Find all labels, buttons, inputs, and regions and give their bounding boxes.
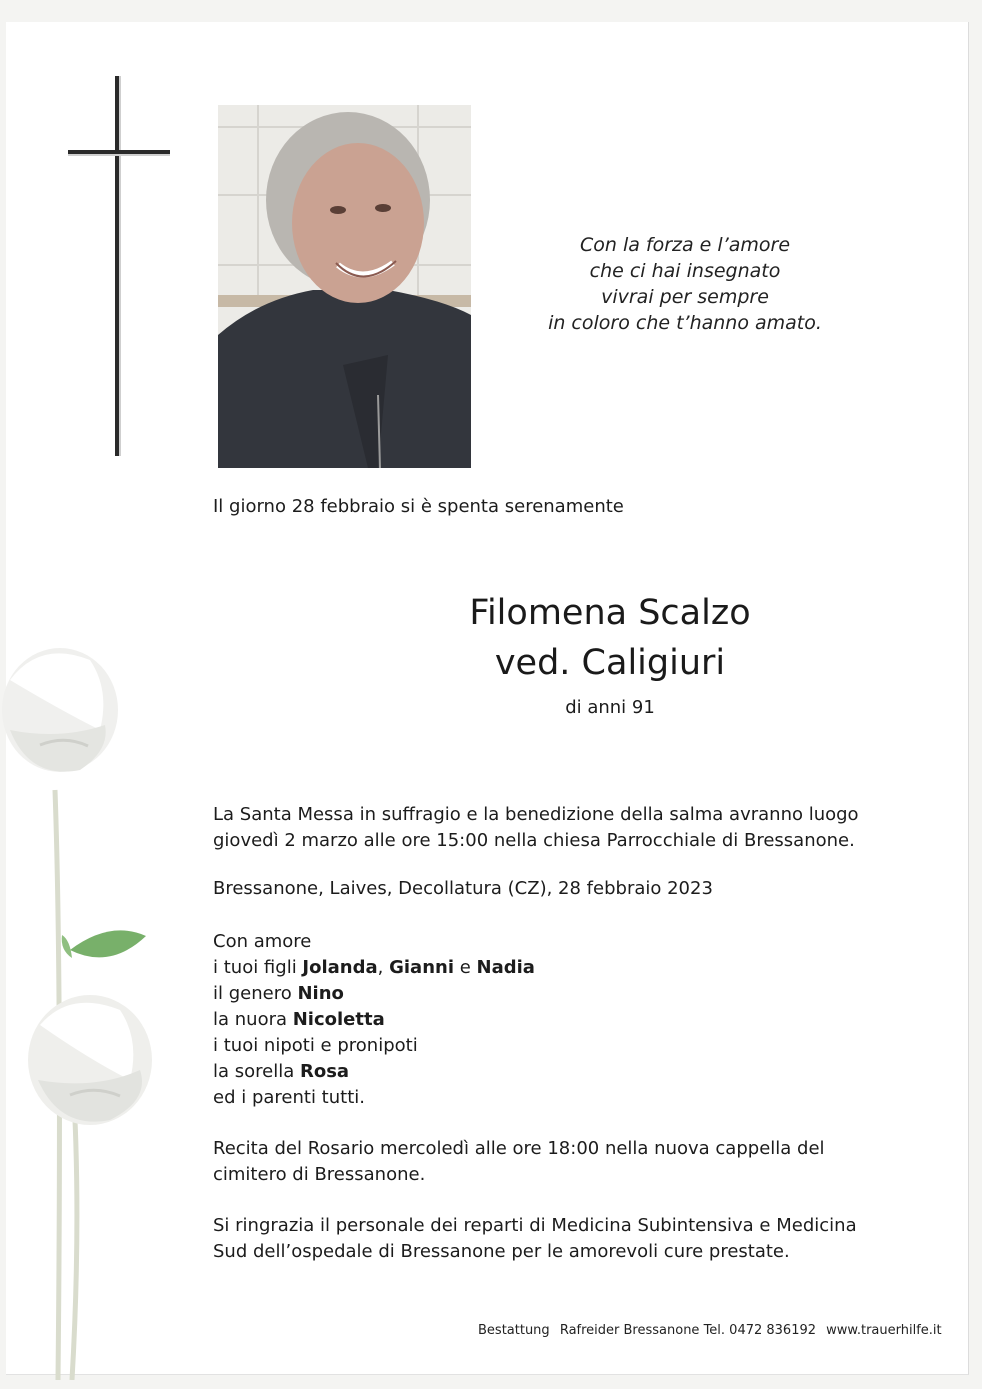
- white-roses-decoration: [0, 640, 170, 1384]
- family-grandchildren: i tuoi nipoti e pronipoti: [213, 1035, 418, 1056]
- text-line: Si ringrazia il personale dei reparti di Medicina Subintensiva e Medicina: [213, 1215, 857, 1236]
- quote-line: Con la forza e l’amore: [579, 234, 791, 256]
- quote-line: che ci hai insegnato: [589, 260, 781, 282]
- text-line: Sud dell’ospedale di Bressanone per le amorevoli cure prestate.: [213, 1241, 790, 1262]
- quote-block: [520, 232, 850, 336]
- deceased-age: di anni 91: [565, 697, 655, 718]
- text-line: La Santa Messa in suffragio e la benedizione della salma avranno luogo: [213, 804, 859, 825]
- text-line: cimitero di Bressanone.: [213, 1164, 426, 1185]
- quote-line: in coloro che t’hanno amato.: [548, 312, 822, 334]
- footer-company: Bestattung: [478, 1323, 550, 1338]
- text-line: Recita del Rosario mercoledì alle ore 18:00 nella nuova cappella del: [213, 1138, 825, 1159]
- family-relatives: ed i parenti tutti.: [213, 1087, 365, 1108]
- name-line: ved. Caligiuri: [494, 643, 726, 683]
- family-daughter-in-law: la nuora Nicoletta: [213, 1009, 385, 1030]
- family-opening: Con amore: [213, 931, 312, 952]
- thanks-paragraph: [213, 1213, 857, 1265]
- footer-details: Rafreider Bressanone Tel. 0472 836192: [559, 1323, 817, 1338]
- text-line: giovedì 2 marzo alle ore 15:00 nella chiesa Parrocchiale di Bressanone.: [213, 830, 855, 851]
- rosary-paragraph: [213, 1136, 825, 1188]
- family-son-in-law: il genero Nino: [213, 983, 344, 1004]
- family-children: i tuoi figli Jolanda, Gianni e Nadia: [213, 957, 535, 978]
- deceased-name: [380, 588, 840, 688]
- quote-line: vivrai per sempre: [601, 286, 769, 308]
- mass-paragraph: [213, 802, 859, 854]
- portrait-photo: [218, 105, 471, 468]
- intro-text: Il giorno 28 febbraio si è spenta serenamente: [213, 496, 624, 517]
- family-sister: la sorella Rosa: [213, 1061, 350, 1082]
- name-line: Filomena Scalzo: [469, 593, 751, 633]
- family-list: [213, 929, 535, 1111]
- place-date: Bressanone, Laives, Decollatura (CZ), 28 febbraio 2023: [213, 878, 713, 899]
- footer-website[interactable]: www.trauerhilfe.it: [826, 1323, 942, 1338]
- footer: [478, 1323, 948, 1338]
